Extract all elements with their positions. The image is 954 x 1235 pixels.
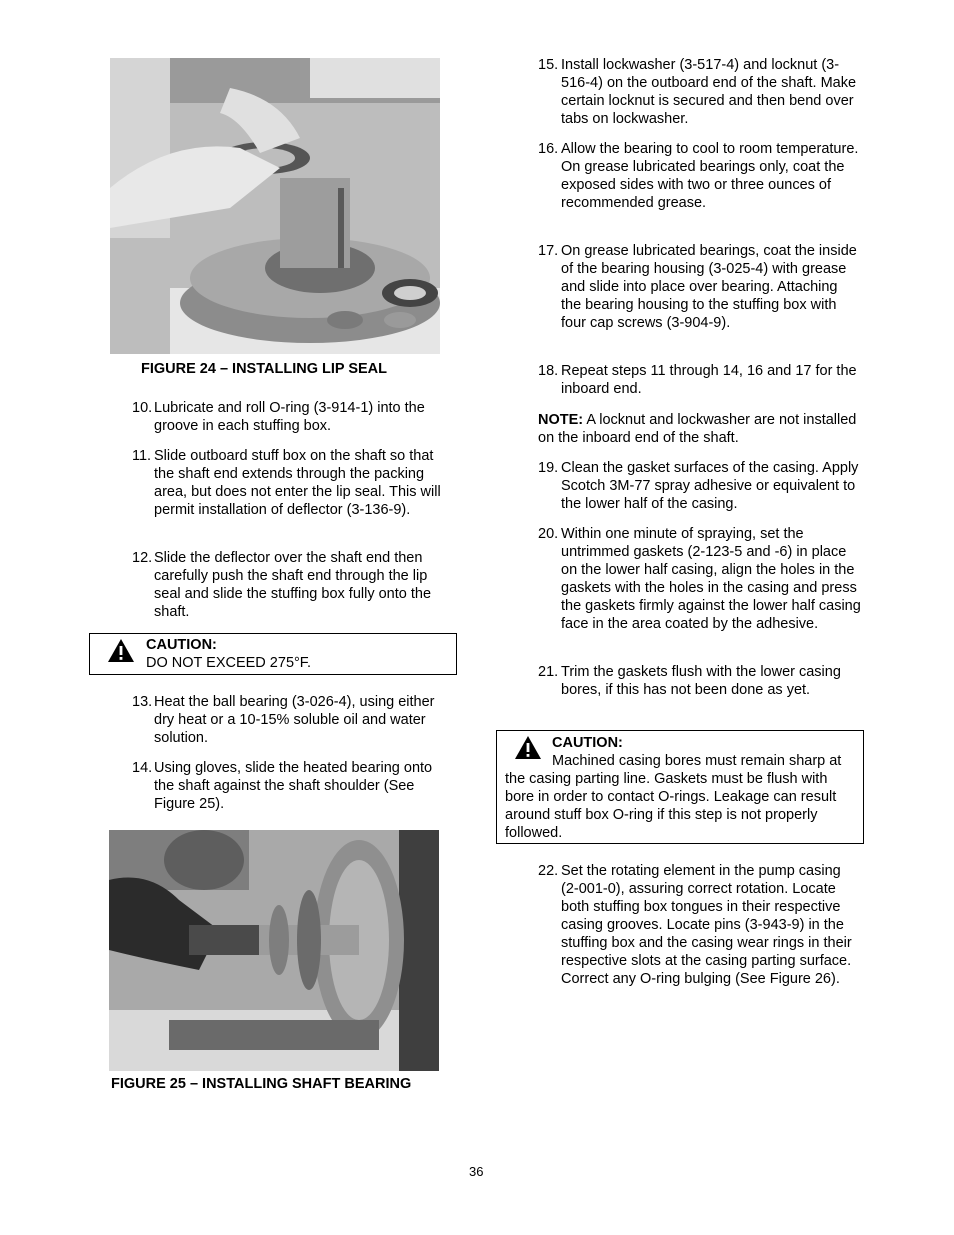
- list-item-text: Allow the bearing to cool to room temperature. On grease lubricated bearings only, coat the exposed sides with two or three ounces of recommended grease.: [561, 141, 859, 211]
- figure-25-photo: [109, 830, 439, 1071]
- figure-24-caption: FIGURE 24 – INSTALLING LIP SEAL: [141, 361, 387, 377]
- list-item-text: On grease lubricated bearings, coat the inside of the bearing housing (3-025-4) with grease and slide into place over bearing. Attaching the bearing housing to the stuffing box with four cap screws (3-904-9).: [561, 243, 857, 331]
- list-item-text: Lubricate and roll O-ring (3-914-1) into the groove in each stuffing box.: [154, 400, 425, 434]
- list-item-number: 19.: [538, 460, 559, 476]
- list-item-text: Set the rotating element in the pump casing (2-001-0), assuring correct rotation. Locate both stuffing box tongues in their respective casing grooves. Locate pins (3-943-9) in the stuffing box and the casing wear rings in their respective slots at the casing parting surface. Correct any O-ring bulging (See Figure 26).: [561, 863, 852, 987]
- note-text: A locknut and lockwasher are not installed on the inboard end of the shaft.: [538, 412, 857, 446]
- list-item-text: Slide outboard stuff box on the shaft so that the shaft end extends through the packing area, but does not enter the lip seal. This will permit installation of deflector (3-136-9).: [154, 448, 441, 518]
- caution-text: Machined casing bores must remain sharp at the casing parting line. Gaskets must be flush with bore in order to contact O-rings. Leakage can result around stuff box O-ring if this step is not properly followed.: [505, 753, 842, 841]
- caution-text: DO NOT EXCEED 275°F.: [146, 655, 312, 671]
- list-item-text: Heat the ball bearing (3-026-4), using either dry heat or a 10-15% soluble oil and water solution.: [154, 694, 435, 746]
- caution-box: [89, 633, 457, 675]
- list-item-text: Clean the gasket surfaces of the casing. Apply Scotch 3M-77 spray adhesive or equivalent to the lower half of the casing.: [561, 460, 859, 512]
- list-item-number: 15.: [538, 57, 559, 73]
- note-label: NOTE:: [538, 412, 584, 428]
- list-item-number: 22.: [538, 863, 559, 879]
- list-item-number: 18.: [538, 363, 559, 379]
- list-item-number: 21.: [538, 664, 559, 680]
- list-item-number: 13.: [132, 694, 153, 710]
- caution-title: CAUTION:: [146, 637, 217, 653]
- note: [538, 411, 858, 447]
- list-item-number: 16.: [538, 141, 559, 157]
- page-number: 36: [469, 1164, 484, 1179]
- list-item-text: Using gloves, slide the heated bearing onto the shaft against the shaft shoulder (See Figure 25).: [154, 760, 433, 812]
- caution-title: CAUTION:: [552, 735, 623, 751]
- list-item-text: Slide the deflector over the shaft end then carefully push the shaft end through the lip seal and slide the stuffing box fully onto the shaft.: [154, 550, 432, 620]
- caution-box: [496, 730, 864, 844]
- list-item-text: Install lockwasher (3-517-4) and locknut (3-516-4) on the outboard end of the shaft. Make certain locknut is secured and then bend over tabs on lockwasher.: [561, 57, 857, 127]
- list-item-text: Within one minute of spraying, set the untrimmed gaskets (2-123-5 and -6) in place on the lower half casing, align the holes in the gaskets with the holes in the casing and press the gaskets firmly against the lower half casing face in the area coated by the adhesive.: [561, 526, 861, 632]
- list-item-text: Repeat steps 11 through 14, 16 and 17 for the inboard end.: [561, 363, 857, 397]
- list-item-number: 10.: [132, 400, 153, 416]
- list-item-number: 11.: [132, 448, 152, 464]
- list-item-text: Trim the gaskets flush with the lower casing bores, if this has not been done as yet.: [561, 664, 841, 698]
- figure-24-photo: [110, 58, 440, 354]
- list-item-number: 20.: [538, 526, 559, 542]
- warning-icon: [108, 639, 134, 662]
- list-item-number: 12.: [132, 550, 153, 566]
- list-item-number: 17.: [538, 243, 559, 259]
- list-item-number: 14.: [132, 760, 153, 776]
- figure-25-caption: FIGURE 25 – INSTALLING SHAFT BEARING: [111, 1076, 412, 1092]
